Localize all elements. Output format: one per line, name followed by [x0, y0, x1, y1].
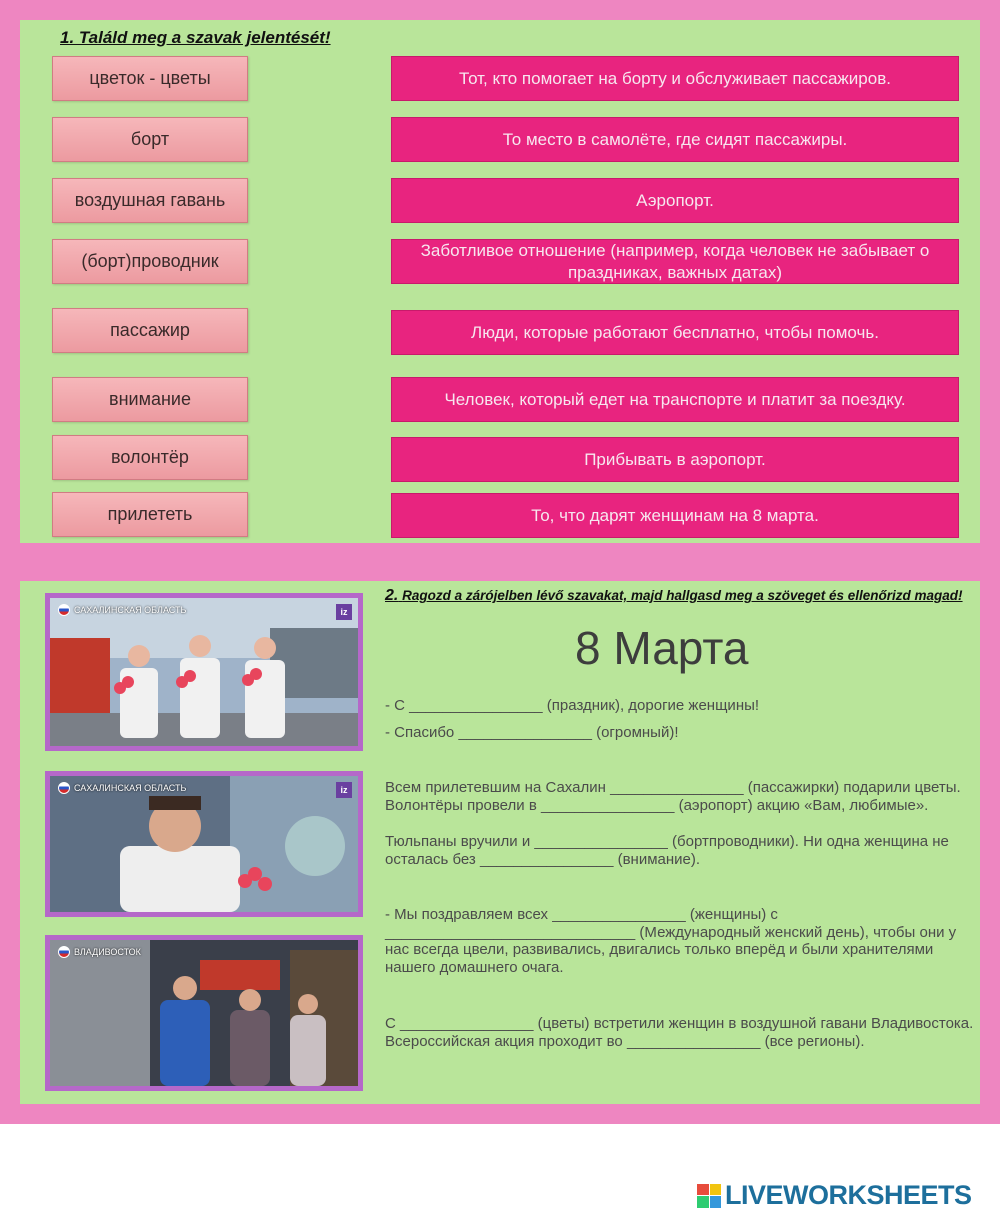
definition-card[interactable]: Человек, который едет на транспорте и платит за поездку. [391, 377, 959, 422]
photo-location-label: САХАЛИНСКАЯ ОБЛАСТЬ [58, 604, 186, 616]
photo-volunteer-closeup-image [50, 776, 358, 912]
definition-card[interactable]: Прибывать в аэропорт. [391, 437, 959, 482]
text-paragraph: Всем прилетевшим на Сахалин ________________ (пассажирки) подарили цветы. Волонтёры провели в ________________ (аэропорт) акцию «Вам, любимые». [385, 779, 961, 814]
word-card[interactable]: пассажир [52, 308, 248, 353]
photo-location-label: ВЛАДИВОСТОК [58, 946, 141, 958]
photo-vladivostok-airport-image [50, 940, 358, 1086]
photo-volunteer-closeup [45, 771, 363, 917]
liveworksheets-icon [697, 1184, 721, 1208]
definition-card[interactable]: То, что дарят женщинам на 8 марта. [391, 493, 959, 538]
russia-flag-icon [58, 782, 70, 794]
word-card[interactable]: воздушная гавань [52, 178, 248, 223]
iz-logo-icon: iz [336, 604, 352, 620]
text-paragraph: - С ________________ (праздник), дорогие женщины! [385, 697, 760, 714]
definition-card[interactable]: Люди, которые работают бесплатно, чтобы помочь. [391, 310, 959, 355]
definition-card[interactable]: Заботливое отношение (например, когда человек не забывает о праздниках, важных датах) [391, 239, 959, 284]
text-paragraph: - Спасибо ________________ (огромный)! [385, 724, 679, 741]
definition-card[interactable]: Тот, кто помогает на борту и обслуживает пассажиров. [391, 56, 959, 101]
photo-location-label: САХАЛИНСКАЯ ОБЛАСТЬ [58, 782, 186, 794]
word-card[interactable]: волонтёр [52, 435, 248, 480]
photo-volunteers-group [45, 593, 363, 751]
text-title: 8 Марта [575, 622, 749, 674]
exercise-2-heading [385, 587, 977, 604]
word-card[interactable]: внимание [52, 377, 248, 422]
photo-volunteers-group-image [50, 598, 358, 746]
definition-card[interactable]: Аэропорт. [391, 178, 959, 223]
text-paragraph: С ________________ (цветы) встретили женщин в воздушной гавани Владивостока. Всероссийская акция проходит во ________________ (все регионы). [385, 1015, 974, 1050]
russia-flag-icon [58, 604, 70, 616]
russia-flag-icon [58, 946, 70, 958]
liveworksheets-wordmark: LIVEWORKSHEETS [725, 1180, 972, 1210]
word-card[interactable]: цветок - цветы [52, 56, 248, 101]
exercise-1-heading: 1. Találd meg a szavak jelentését! [60, 28, 331, 47]
exercise-2-number: 2. [385, 587, 399, 604]
exercise-1-panel [20, 20, 980, 543]
photo-vladivostok-airport [45, 935, 363, 1091]
liveworksheets-logo[interactable] [697, 1180, 972, 1211]
text-paragraph: Тюльпаны вручили и ________________ (бортпроводники). Ни одна женщина не осталась без ________________ (внимание). [385, 833, 949, 868]
exercise-2-instruction: Ragozd a zárójelben lévő szavakat, majd hallgasd meg a szöveget és ellenőrizd magad! [402, 588, 963, 603]
word-card[interactable]: борт [52, 117, 248, 162]
text-paragraph: - Мы поздравляем всех ________________ (женщины) с ______________________________ (Международный женский день), чтобы они у нас всегда цвели, развивались, двигались только вперёд и были хранителями нашего домашнего очага. [385, 906, 957, 976]
exercise-2-panel [20, 581, 980, 1104]
word-card[interactable]: прилететь [52, 492, 248, 537]
definition-card[interactable]: То место в самолёте, где сидят пассажиры. [391, 117, 959, 162]
iz-logo-icon: iz [336, 782, 352, 798]
word-card[interactable]: (борт)проводник [52, 239, 248, 284]
